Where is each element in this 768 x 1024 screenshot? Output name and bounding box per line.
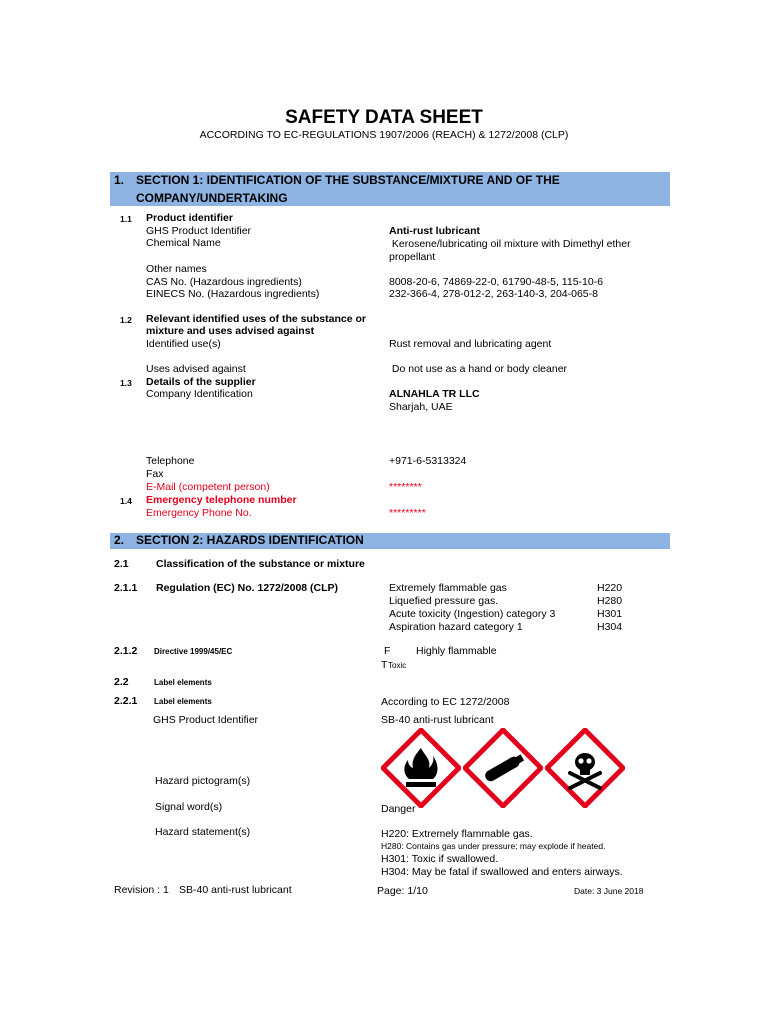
hazard-class: Acute toxicity (Ingestion) category 3	[389, 608, 556, 620]
footer-product: SB-40 anti-rust lubricant	[179, 884, 292, 896]
hazard-symbol-text: Highly flammable	[416, 645, 497, 657]
section-1-heading-line1: SECTION 1: IDENTIFICATION OF THE SUBSTANCE/MIXTURE AND OF THE	[136, 173, 560, 187]
subsection-title: Details of the supplier	[146, 376, 256, 388]
gas-cylinder-icon	[463, 728, 543, 808]
hazard-class: Liquefied pressure gas.	[389, 595, 499, 607]
subsection-number: 1.2	[120, 315, 132, 325]
subsection-title: Emergency telephone number	[146, 494, 297, 506]
field-label: Chemical Name	[146, 237, 221, 249]
field-value: Do not use as a hand or body cleaner	[389, 363, 568, 375]
telephone-value: +971-6-5313324	[389, 455, 467, 467]
footer-page: Page: 1/10	[377, 885, 428, 897]
subsection-title: Directive 1999/45/EC	[154, 647, 233, 656]
field-label: Signal word(s)	[155, 801, 223, 813]
field-value: Anti-rust lubricant	[389, 225, 480, 237]
subsection-title: Label elements	[154, 697, 212, 706]
hazard-code: H220	[597, 582, 623, 594]
field-value: SB-40 anti-rust lubricant	[381, 714, 494, 726]
regulation-reference: According to EC 1272/2008	[381, 696, 510, 708]
skull-crossbones-icon	[545, 728, 625, 808]
field-label: Hazard pictogram(s)	[155, 775, 251, 787]
subsection-title: Product identifier	[146, 212, 233, 224]
field-value: Kerosene/lubricating oil mixture with Dimethyl ether	[389, 238, 631, 250]
section-1-heading-line2: COMPANY/UNDERTAKING	[136, 191, 288, 205]
hazard-statement: H301: Toxic if swallowed.	[381, 853, 499, 865]
field-label: GHS Product Identifier	[153, 714, 259, 726]
hazard-class: Aspiration hazard category 1	[389, 621, 523, 633]
field-label: GHS Product Identifier	[146, 225, 252, 237]
field-label: Fax	[146, 468, 164, 480]
company-name: ALNAHLA TR LLC	[389, 388, 480, 400]
hazard-statement: H304: May be fatal if swallowed and enters airways.	[381, 866, 623, 878]
subsection-number: 2.1	[114, 558, 129, 570]
subsection-number: 1.3	[120, 378, 132, 388]
field-label: Hazard statement(s)	[155, 826, 251, 838]
subsection-number: 2.2	[114, 676, 129, 688]
hazard-code: H304	[597, 621, 623, 633]
subsection-number: 1.4	[120, 496, 132, 506]
field-label: Identified use(s)	[146, 338, 221, 350]
hazard-code: H280	[597, 595, 623, 607]
field-value: 8008-20-6, 74869-22-0, 61790-48-5, 115-10-6	[389, 276, 604, 288]
flame-icon	[381, 728, 461, 808]
subsection-number: 2.2.1	[114, 695, 138, 707]
field-label: Uses advised against	[146, 363, 246, 375]
subsection-title: Classification of the substance or mixture	[156, 558, 365, 570]
field-label: EINECS No. (Hazardous ingredients)	[146, 288, 320, 300]
subsection-number: 2.1.2	[114, 645, 138, 657]
footer-date: Date: 3 June 2018	[574, 886, 644, 896]
section-1-number: 1.	[114, 173, 125, 187]
hazard-statement: H280: Contains gas under pressure; may explode if heated.	[381, 841, 606, 851]
company-address: Sharjah, UAE	[389, 401, 453, 413]
section-2-number: 2.	[114, 533, 125, 547]
field-label: Company Identification	[146, 388, 253, 400]
subsection-title: mixture and uses advised against	[146, 325, 315, 337]
section-2-header	[110, 533, 670, 549]
email-value: ********	[389, 481, 422, 493]
hazard-class: Extremely flammable gas	[389, 582, 507, 594]
hazard-symbol: F	[384, 645, 391, 657]
section-2-heading: SECTION 2: HAZARDS IDENTIFICATION	[136, 533, 364, 547]
hazard-code: H301	[597, 608, 623, 620]
subsection-title: Regulation (EC) No. 1272/2008 (CLP)	[156, 582, 339, 594]
field-value: Rust removal and lubricating agent	[389, 338, 552, 350]
section-1-header	[110, 172, 670, 206]
field-label: Telephone	[146, 455, 195, 467]
field-label: E-Mail (competent person)	[146, 481, 270, 493]
field-label: Emergency Phone No.	[146, 507, 252, 519]
signal-word: Danger	[381, 803, 416, 815]
subsection-title: Label elements	[154, 678, 212, 687]
field-label: Other names	[146, 263, 207, 275]
hazard-statement: H220: Extremely flammable gas.	[381, 828, 533, 840]
hazard-symbol-text: Toxic	[388, 661, 407, 670]
page-subtitle: ACCORDING TO EC-REGULATIONS 1907/2006 (REACH) & 1272/2008 (CLP)	[199, 129, 569, 141]
field-value: 232-366-4, 278-012-2, 263-140-3, 204-065-8	[389, 288, 598, 300]
subsection-title: Relevant identified uses of the substance or	[146, 313, 366, 325]
footer-revision: Revision : 1	[114, 884, 169, 896]
field-value: propellant	[389, 251, 436, 263]
emergency-phone-value: *********	[389, 507, 426, 519]
subsection-number: 2.1.1	[114, 582, 138, 594]
subsection-number: 1.1	[120, 214, 132, 224]
field-label: CAS No. (Hazardous ingredients)	[146, 276, 302, 288]
hazard-symbol: T	[381, 659, 388, 671]
page-title: SAFETY DATA SHEET	[285, 107, 483, 128]
